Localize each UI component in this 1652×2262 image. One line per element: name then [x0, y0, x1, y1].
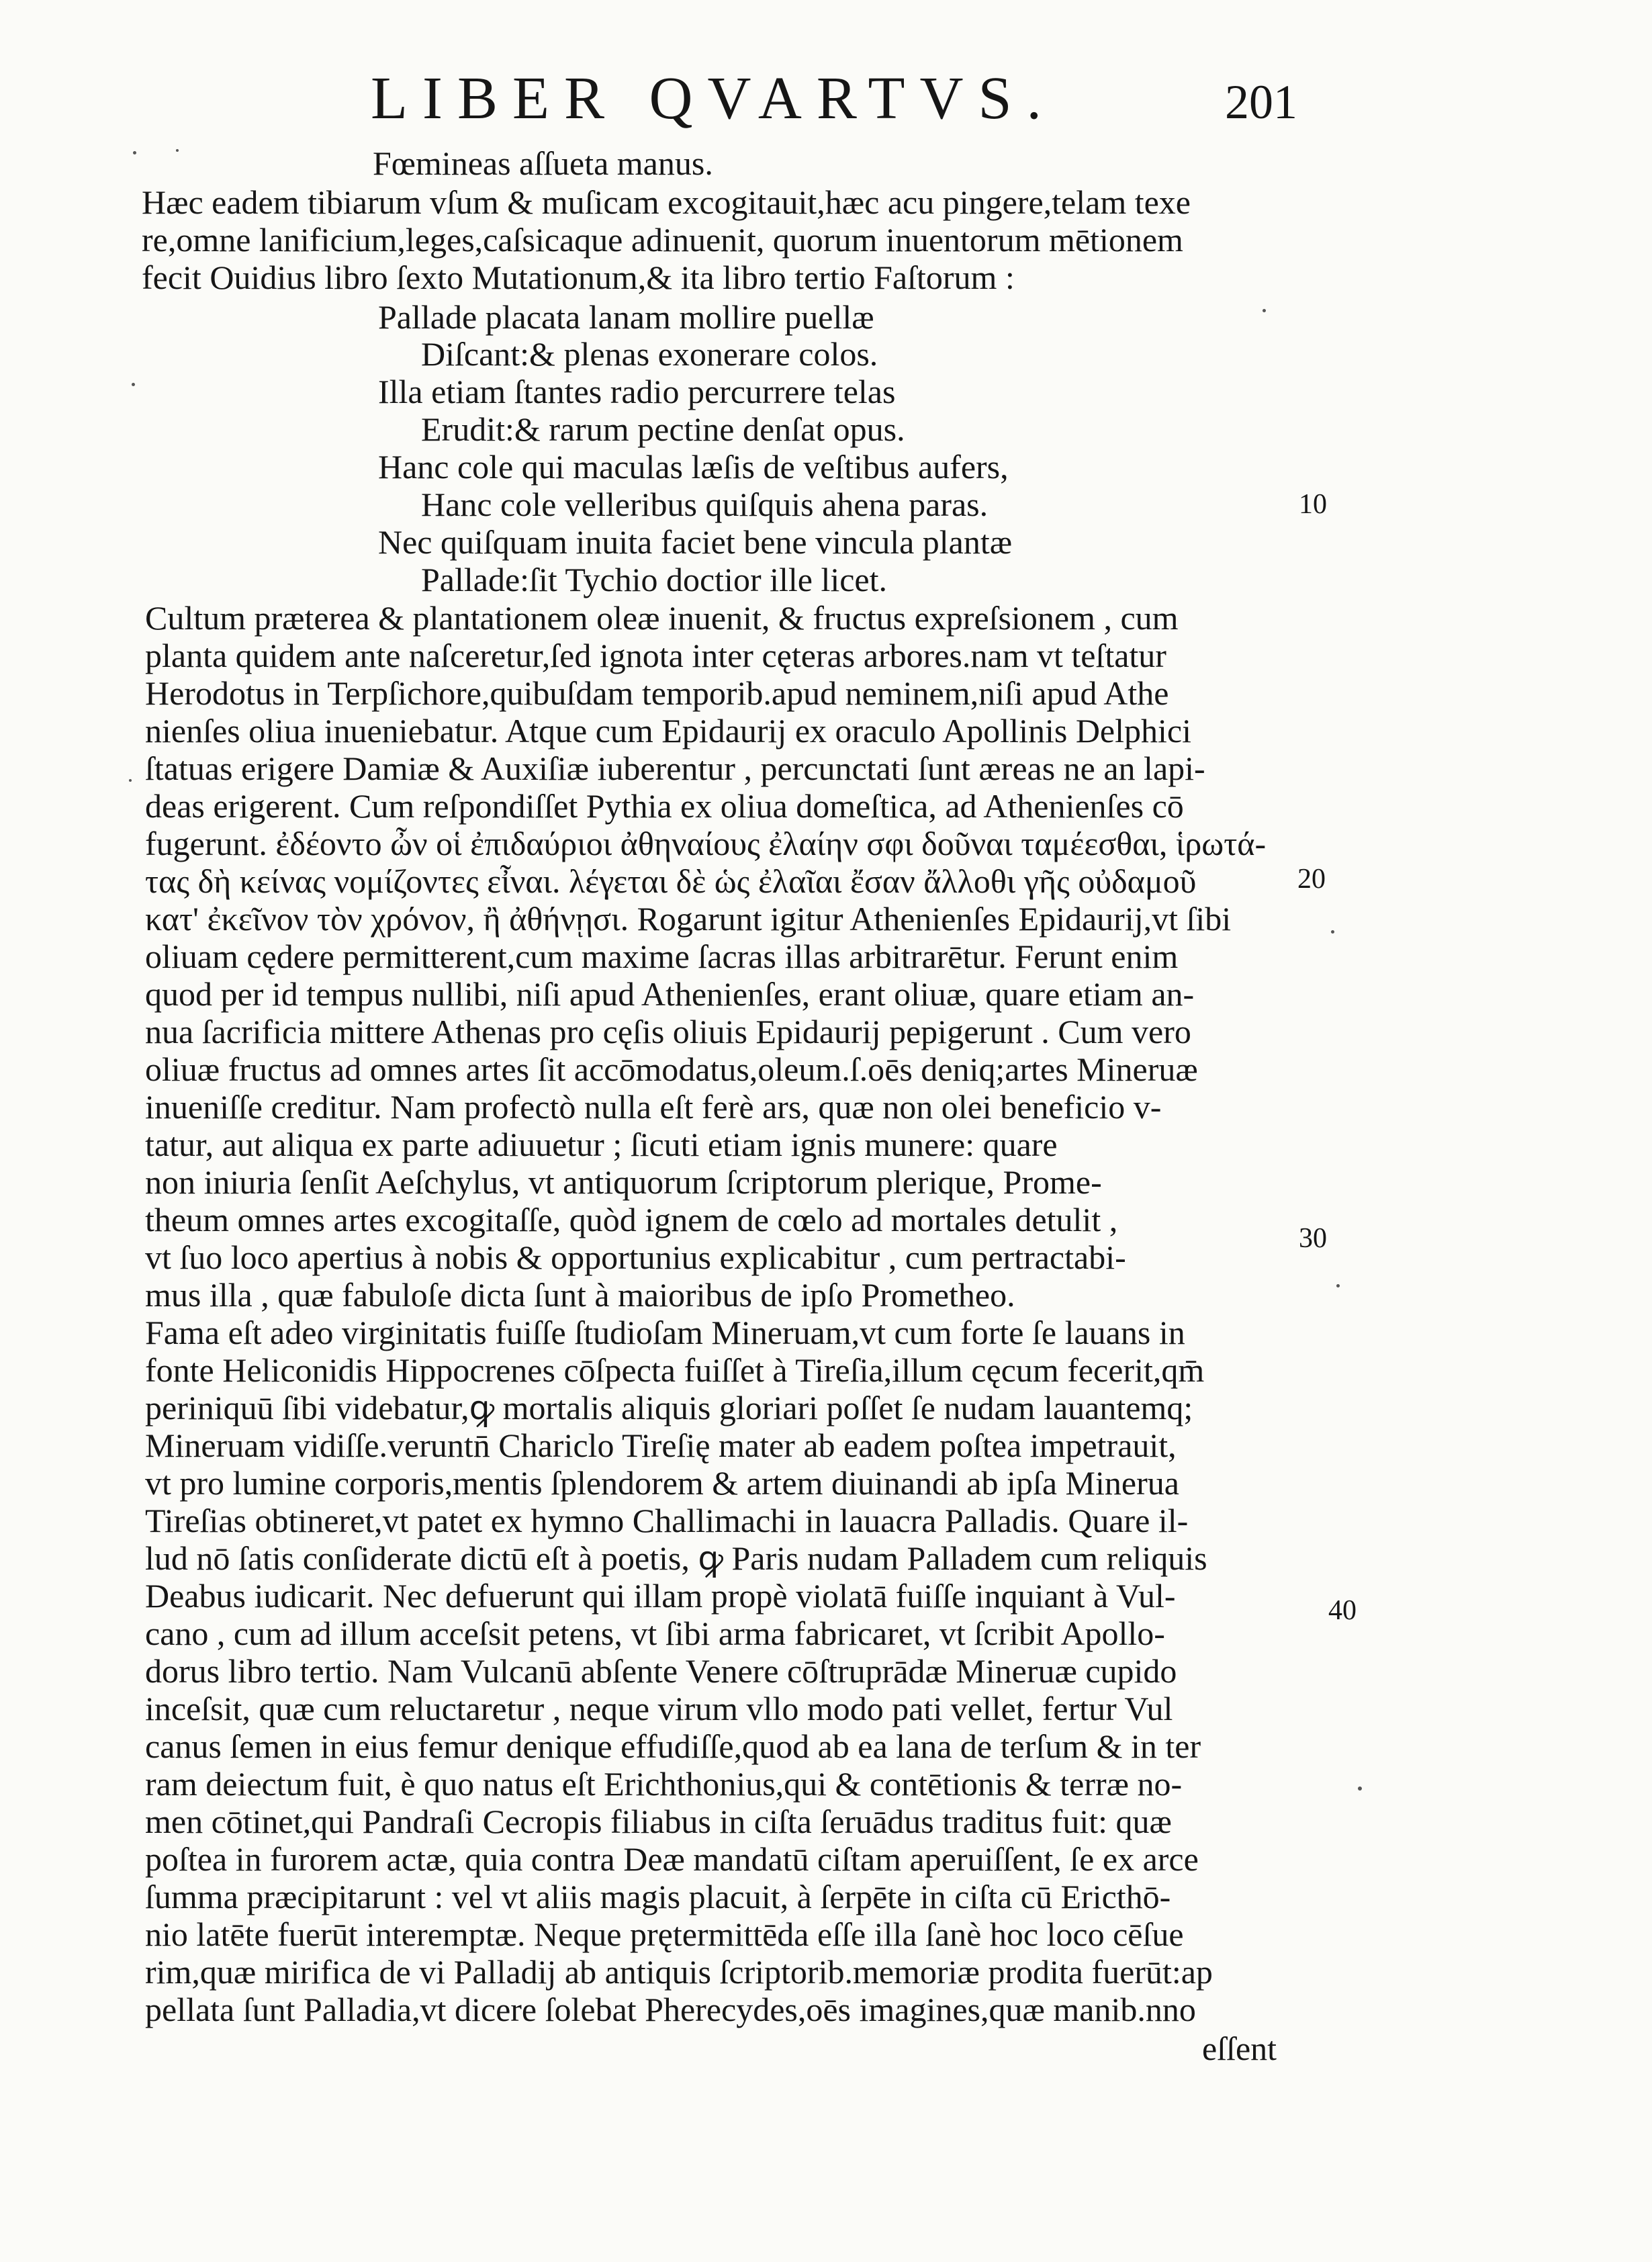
text-line: rim,quæ mirifica de vi Palladij ab antiquis ſcriptorib.memoriæ prodita fuerūt:ap: [145, 1953, 1213, 1991]
text-line: cano , cum ad illum acceſsit petens, vt ſibi arma fabricaret, vt ſcribit Apollo-: [145, 1615, 1165, 1652]
text-line: deas erigerent. Cum reſpondiſſet Pythia ex oliua domeſtica, ad Athenienſes cō: [145, 787, 1184, 825]
text-line: τας δὴ κείνας νομίζοντες εἶναι. λέγεται δὲ ὡς ἐλαῖαι ἔσαν ἄλλοθι γῆς οὐδαμοῦ: [145, 862, 1197, 900]
text-line: oliuæ fructus ad omnes artes ſit accōmodatus,oleum.ſ.oēs deniq;artes Mineruæ: [145, 1050, 1198, 1088]
ink-speck: [1336, 1284, 1340, 1287]
text-line: re,omne lanificium,leges,caſsicaque adinuenit, quorum inuentorum mētionem: [142, 221, 1183, 259]
verse-line: Hanc cole velleribus quiſquis ahena paras.: [421, 486, 989, 523]
text-line: vt ſuo loco apertius à nobis & opportunius explicabitur , cum pertractabi-: [145, 1238, 1126, 1276]
text-line: Hæc eadem tibiarum vſum & muſicam excogitauit,hæc acu pingere,telam texe: [142, 183, 1191, 221]
text-line: κατ' ἐκεῖνον τὸν χρόνον, ἢ ἀθήνῃσι. Rogarunt igitur Athenienſes Epidaurij,vt ſibi: [145, 900, 1232, 938]
verse-line: Diſcant:& plenas exonerare colos.: [421, 335, 878, 373]
verse-line: Pallade:ſit Tychio doctior ille licet.: [421, 561, 888, 598]
text-line: fecit Ouidius libro ſexto Mutationum,& ita libro tertio Faſtorum :: [142, 259, 1015, 296]
margin-line-number: 10: [1299, 489, 1327, 520]
text-line: mus illa , quæ fabuloſe dicta ſunt à maioribus de ipſo Prometheo.: [145, 1276, 1015, 1314]
text-line: Cultum præterea & plantationem oleæ inuenit, & fructus expreſsionem , cum: [145, 599, 1179, 637]
ink-speck: [129, 779, 132, 782]
text-line: canus ſemen in eius femur denique effudiſſe,quod ab ea lana de terſum & in ter: [145, 1727, 1201, 1765]
text-line: quod per id tempus nullibi, niſi apud Athenienſes, erant oliuæ, quare etiam an-: [145, 975, 1195, 1013]
ink-speck: [176, 149, 179, 152]
verse-line: Illa etiam ſtantes radio percurrere telas: [378, 373, 896, 410]
text-line: Fœmineas aſſueta manus.: [373, 144, 713, 182]
ink-speck: [1358, 1786, 1362, 1791]
text-line: inueniſſe creditur. Nam profectò nulla eſt ferè ars, quæ non olei beneficio v-: [145, 1088, 1162, 1126]
text-line: periniquū ſibi videbatur,ꝙ mortalis aliquis gloriari poſſet ſe nudam lauantemq;: [145, 1389, 1193, 1427]
text-line: vt pro lumine corporis,mentis ſplendorem & artem diuinandi ab ipſa Minerua: [145, 1464, 1179, 1502]
text-line: pellata ſunt Palladia,vt dicere ſolebat Pherecydes,oēs imagines,quæ manib.nno: [145, 1991, 1196, 2028]
ink-speck: [1331, 930, 1334, 934]
running-head: LIBER QVARTVS.: [371, 65, 1057, 132]
text-line: men cōtinet,qui Pandraſi Cecropis filiabus in ciſta ſeruādus traditus fuit: quæ: [145, 1803, 1172, 1840]
text-line: dorus libro tertio. Nam Vulcanū abſente Venere cōſtruprādæ Mineruæ cupido: [145, 1652, 1177, 1690]
text-line: lud nō ſatis conſiderate dictū eſt à poetis, ꝙ Paris nudam Palladem cum reliquis: [145, 1539, 1207, 1577]
margin-line-number: 30: [1299, 1223, 1327, 1254]
margin-line-number: 40: [1328, 1595, 1357, 1626]
text-line: Herodotus in Terpſichore,quibuſdam temporib.apud neminem,niſi apud Athe: [145, 674, 1169, 712]
text-line: Deabus iudicarit. Nec defuerunt qui illam propè violatā fuiſſe inquiant à Vul-: [145, 1577, 1176, 1615]
text-line: poſtea in furorem actæ, quia contra Deæ mandatū ciſtam aperuiſſent, ſe ex arce: [145, 1840, 1199, 1878]
text-line: fonte Heliconidis Hippocrenes cōſpecta fuiſſet à Tireſia,illum cęcum fecerit,qm̄: [145, 1351, 1205, 1389]
text-line: nio latēte fuerūt interemptæ. Neque prętermittēda eſſe illa ſanè hoc loco cēſue: [145, 1915, 1184, 1953]
text-line: nienſes oliua inueniebatur. Atque cum Epidaurij ex oraculo Apollinis Delphici: [145, 712, 1191, 750]
text-line: theum omnes artes excogitaſſe, quòd ignem de cœlo ad mortales detulit ,: [145, 1201, 1118, 1238]
text-line: inceſsit, quæ cum reluctaretur , neque virum vllo modo pati vellet, fertur Vul: [145, 1690, 1173, 1727]
ink-speck: [133, 151, 136, 154]
verse-line: Erudit:& rarum pectine denſat opus.: [421, 410, 905, 448]
text-line: ſtatuas erigere Damiæ & Auxiſiæ iuberentur , percunctati ſunt æreas ne an lapi-: [145, 750, 1205, 787]
text-line: ram deiectum fuit, è quo natus eſt Erichthonius,qui & contētionis & terræ no-: [145, 1765, 1183, 1803]
text-line: tatur, aut aliqua ex parte adiuuetur ; ſicuti etiam ignis munere: quare: [145, 1126, 1058, 1163]
verse-line: Pallade placata lanam mollire puellæ: [378, 298, 874, 336]
verse-line: Nec quiſquam inuita faciet bene vincula plantæ: [378, 523, 1013, 561]
text-line: fugerunt. ἐδέοντο ὦν οἱ ἐπιδαύριοι ἀθηναίους ἐλαίην σφι δοῦναι ταμέεσθαι, ἱρωτά-: [145, 825, 1267, 862]
text-line: nua ſacrificia mittere Athenas pro cęſis oliuis Epidaurij pepigerunt . Cum vero: [145, 1013, 1191, 1050]
text-line: ſumma præcipitarunt : vel vt aliis magis placuit, à ſerpēte in ciſta cū Ericthō-: [145, 1878, 1171, 1915]
verse-line: Hanc cole qui maculas læſis de veſtibus aufers,: [378, 448, 1009, 486]
ink-speck: [1263, 309, 1266, 312]
page-number: 201: [1225, 75, 1297, 129]
text-line: planta quidem ante naſceretur,ſed ignota inter cęteras arbores.nam vt teſtatur: [145, 637, 1166, 674]
text-line: non iniuria ſenſit Aeſchylus, vt antiquorum ſcriptorum plerique, Prome-: [145, 1163, 1102, 1201]
catchword: eſſent: [1202, 2030, 1277, 2067]
text-line: oliuam cędere permitterent,cum maxime ſacras illas arbitrarētur. Ferunt enim: [145, 938, 1179, 975]
text-line: Tireſias obtineret,vt patet ex hymno Challimachi in lauacra Palladis. Quare il-: [145, 1502, 1189, 1539]
ink-speck: [132, 383, 135, 386]
text-line: Mineruam vidiſſe.veruntn̄ Chariclo Tireſię mater ab eadem poſtea impetrauit,: [145, 1427, 1177, 1464]
text-line: Fama eſt adeo virginitatis fuiſſe ſtudioſam Mineruam,vt cum forte ſe lauans in: [145, 1314, 1185, 1351]
margin-line-number: 20: [1297, 864, 1326, 895]
